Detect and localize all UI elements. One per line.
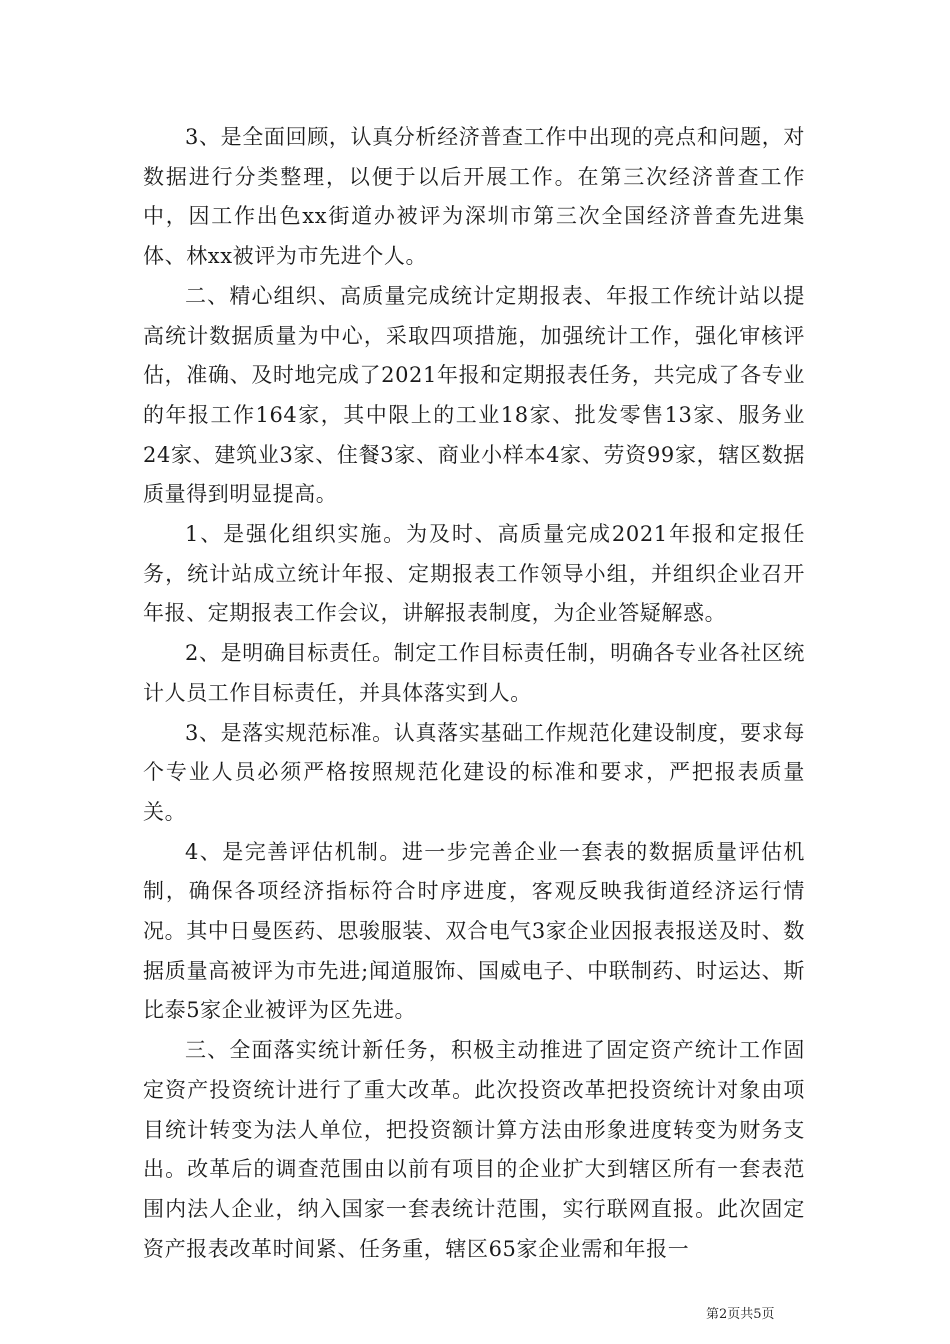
paragraph-economic-census-review: 3、是全面回顾，认真分析经济普查工作中出现的亮点和问题，对数据进行分类整理，以便于以后开展工作。在第三次经济普查工作中，因工作出色xx街道办被评为深圳市第三次全国经济普查先进集体、林xx被评为市先进个人。 (143, 125, 805, 269)
paragraph-responsibility: 2、是明确目标责任。制定工作目标责任制，明确各专业各社区统计人员工作目标责任，并具体落实到人。 (143, 641, 805, 705)
document-body (143, 118, 805, 1269)
paragraph-evaluation: 4、是完善评估机制。进一步完善企业一套表的数据质量评估机制，确保各项经济指标符合时序进度，客观反映我街道经济运行情况。其中日曼医药、思骏服装、双合电气3家企业因报表报送及时、数据质量高被评为市先进;闻道服饰、国威电子、中联制药、时运达、斯比泰5家企业被评为区先进。 (143, 839, 805, 1023)
paragraph-periodic-reports: 二、精心组织、高质量完成统计定期报表、年报工作统计站以提高统计数据质量为中心，采取四项措施，加强统计工作，强化审核评估，准确、及时地完成了2021年报和定期报表任务，共完成了各专业的年报工作164家，其中限上的工业18家、批发零售13家、服务业24家、建筑业3家、住餐3家、商业小样本4家、劳资99家，辖区数据质量得到明显提高。 (143, 283, 805, 507)
page-number: 第2页共5页 (706, 1307, 775, 1322)
paragraph-standards: 3、是落实规范标准。认真落实基础工作规范化建设制度，要求每个专业人员必须严格按照规范化建设的标准和要求，严把报表质量关。 (143, 720, 805, 824)
paragraph-fixed-assets: 三、全面落实统计新任务，积极主动推进了固定资产统计工作固定资产投资统计进行了重大改革。此次投资改革把投资统计对象由项目统计转变为法人单位，把投资额计算方法由形象进度转变为财务支出。改革后的调查范围由以前有项目的企业扩大到辖区所有一套表范围内法人企业，纳入国家一套表统计范围，实行联网直报。此次固定资产报表改革时间紧、任务重，辖区65家企业需和年报一 (143, 1038, 805, 1261)
paragraph-organization: 1、是强化组织实施。为及时、高质量完成2021年报和定报任务，统计站成立统计年报、定期报表工作领导小组，并组织企业召开年报、定期报表工作会议，讲解报表制度，为企业答疑解惑。 (143, 522, 805, 626)
